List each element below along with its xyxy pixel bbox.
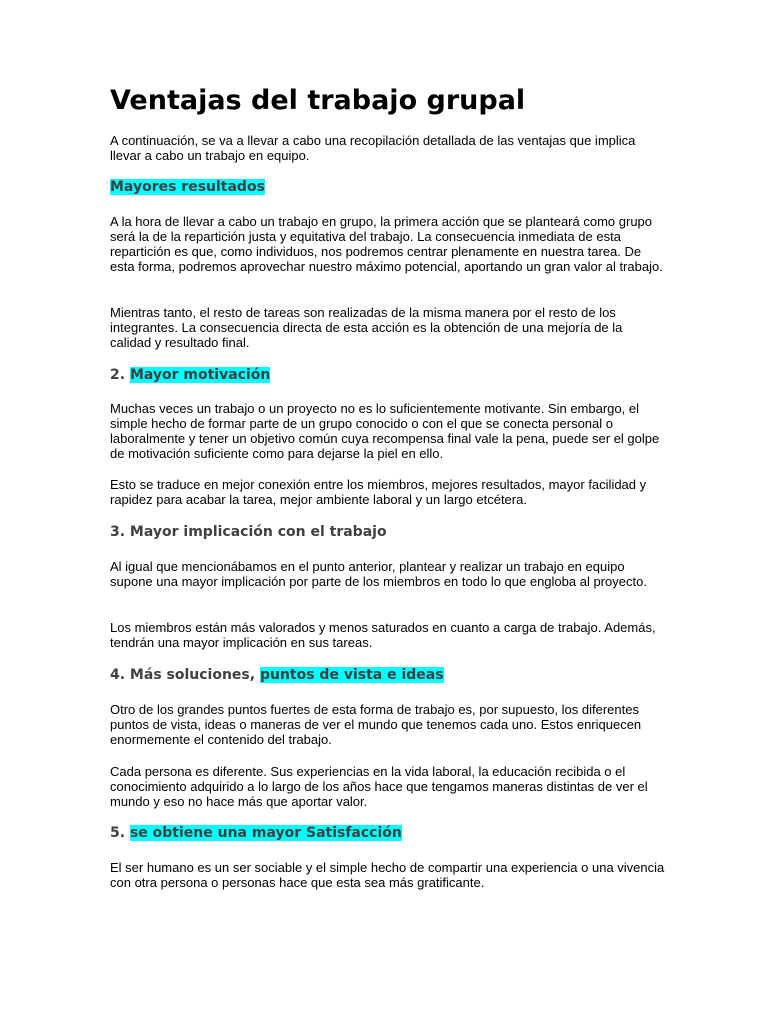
section-2-heading-prefix: 2.	[110, 367, 130, 383]
section-4-heading-highlight: puntos de vista e ideas	[259, 667, 444, 683]
section-3-paragraph-2: Los miembros están más valorados y menos saturados en cuanto a carga de trabajo. Además, tendrán una mayor implicación en sus tareas.	[110, 620, 656, 650]
section-2-heading-highlight: Mayor motivación	[129, 367, 271, 383]
section-5-heading-highlight: se obtiene una mayor Satisfacción	[129, 825, 402, 841]
section-2-paragraph-1: Muchas veces un trabajo o un proyecto no es lo suficientemente motivante. Sin embargo, el simple hecho de formar parte de un grupo conocido o con el que se conecta personal o laboralmente y tener un objetivo común cuya recompensa final vale la pena, puede ser el golpe de motivación suficiente como para dejarse la piel en ello.	[110, 401, 660, 461]
section-1-paragraph-2: Mientras tanto, el resto de tareas son realizadas de la misma manera por el resto de los integrantes. La consecuencia directa de esta acción es la obtención de una mejoría de la calidad y resultado final.	[110, 305, 623, 350]
section-3-heading	[110, 523, 387, 541]
section-2-paragraph-2: Esto se traduce en mejor conexión entre los miembros, mejores resultados, mayor facilidad y rapidez para acabar la tarea, mejor ambiente laboral y un largo etcétera.	[110, 477, 647, 507]
section-5-heading-prefix: 5.	[110, 825, 130, 841]
section-4-paragraph-1: Otro de los grandes puntos fuertes de esta forma de trabajo es, por supuesto, los diferentes puntos de vista, ideas o maneras de ver el mundo que tenemos cada uno. Estos enriquecen enormemente el contenido del trabajo.	[110, 702, 642, 747]
section-4-heading	[110, 666, 444, 684]
intro-paragraph: A continuación, se va a llevar a cabo una recopilación detallada de las ventajas que implica llevar a cabo un trabajo en equipo.	[110, 133, 636, 163]
section-5-heading	[110, 824, 402, 842]
section-4-paragraph-2: Cada persona es diferente. Sus experiencias en la vida laboral, la educación recibida o el conocimiento adquirido a lo largo de los años hace que tengamos maneras distintas de ver el mundo y eso no hace más que aportar valor.	[110, 764, 648, 809]
section-2-heading	[110, 366, 270, 384]
section-1-heading	[110, 178, 265, 196]
section-1-heading-highlight: Mayores resultados	[110, 179, 265, 195]
section-4-heading-prefix: 4. Más soluciones,	[110, 667, 260, 683]
section-3-heading-prefix: 3. Mayor implicación con el trabajo	[110, 524, 387, 540]
section-1-paragraph-1: A la hora de llevar a cabo un trabajo en grupo, la primera acción que se planteará como grupo será la de la repartición justa y equitativa del trabajo. La consecuencia inmediata de esta repartición es que, como individuos, nos podremos centrar plenamente en nuestra tarea. De esta forma, podremos aprovechar nuestro máximo potencial, aportando un gran valor al trabajo.	[110, 214, 663, 274]
section-3-paragraph-1: Al igual que mencionábamos en el punto anterior, plantear y realizar un trabajo en equipo supone una mayor implicación por parte de los miembros en todo lo que engloba al proyecto.	[110, 559, 647, 589]
section-5-paragraph-1: El ser humano es un ser sociable y el simple hecho de compartir una experiencia o una vivencia con otra persona o personas hace que esta sea más gratificante.	[110, 860, 665, 890]
page-title: Ventajas del trabajo grupal	[110, 85, 526, 116]
